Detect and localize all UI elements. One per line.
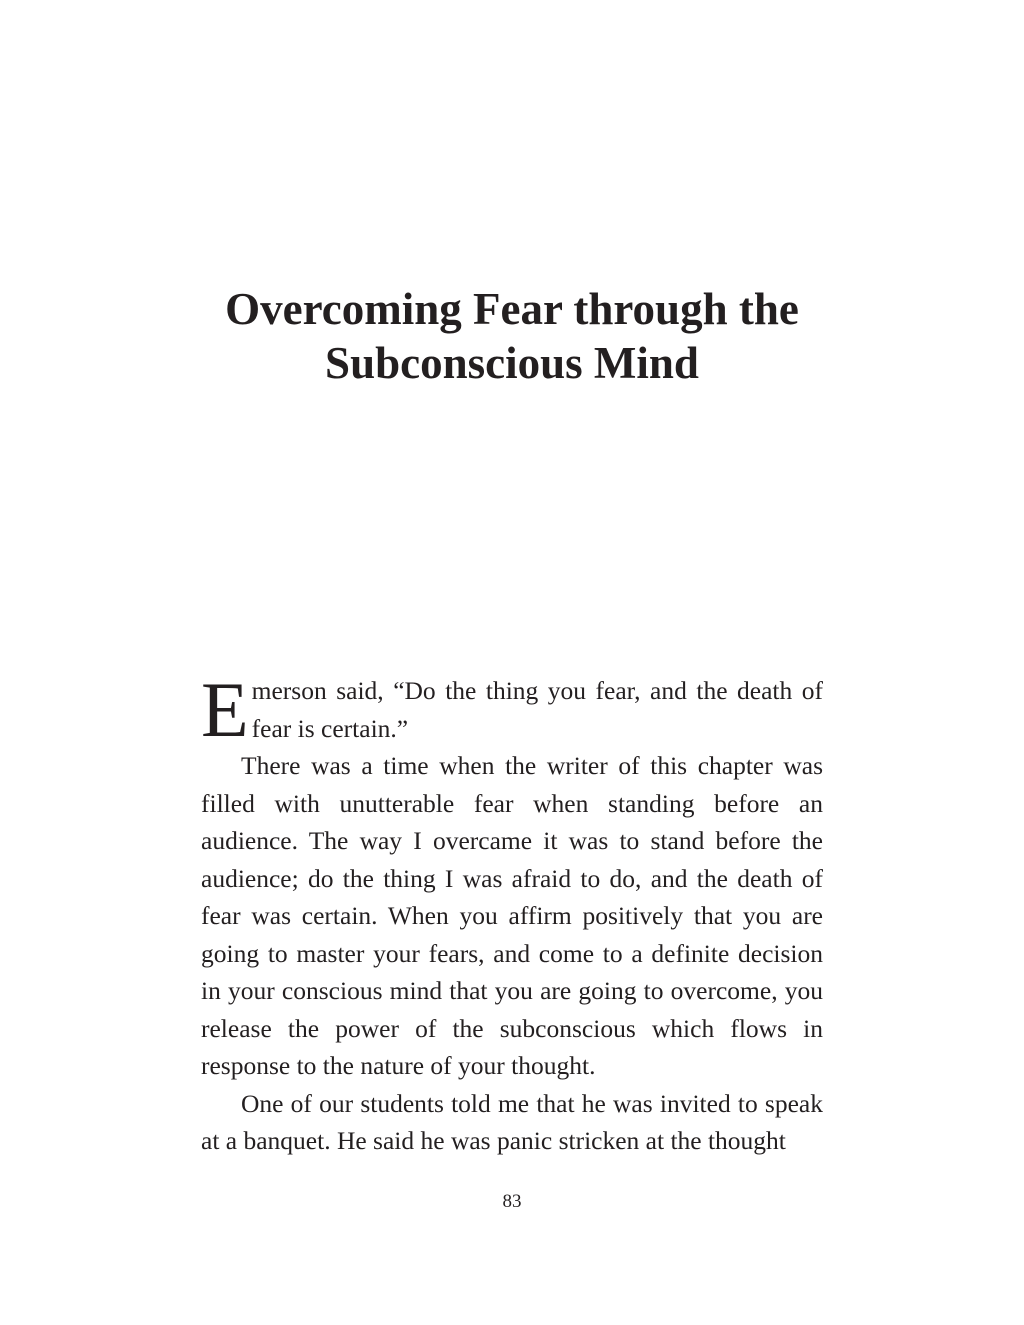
paragraph-2: There was a time when the writer of this chapter was filled with unutterable fear when standing before an audience. The way I overcame it was to stand before the audience; do the thing I was afraid to do, and the death of fear was certain. When you affirm positively that you are going to master your fears, and come to a definite decision in your conscious mind that you are going to overcome, you release the power of the subconscious which flows in response to the nature of your thought. xyxy=(201,751,823,1080)
drop-cap: E xyxy=(201,666,249,753)
paragraph-1 xyxy=(201,666,823,753)
chapter-title-line-1: Overcoming Fear through the xyxy=(225,284,799,334)
chapter-title-line-2: Subconscious Mind xyxy=(325,338,699,388)
chapter-body xyxy=(201,666,823,1160)
paragraph-1-text: merson said, “Do the thing you fear, and the death of fear is certain.” xyxy=(251,676,823,743)
paragraph-3: One of our students told me that he was invited to speak at a banquet. He said he was panic stricken at the thought xyxy=(201,1088,823,1155)
page-number: 83 xyxy=(502,1191,522,1212)
chapter-title xyxy=(0,282,1024,390)
